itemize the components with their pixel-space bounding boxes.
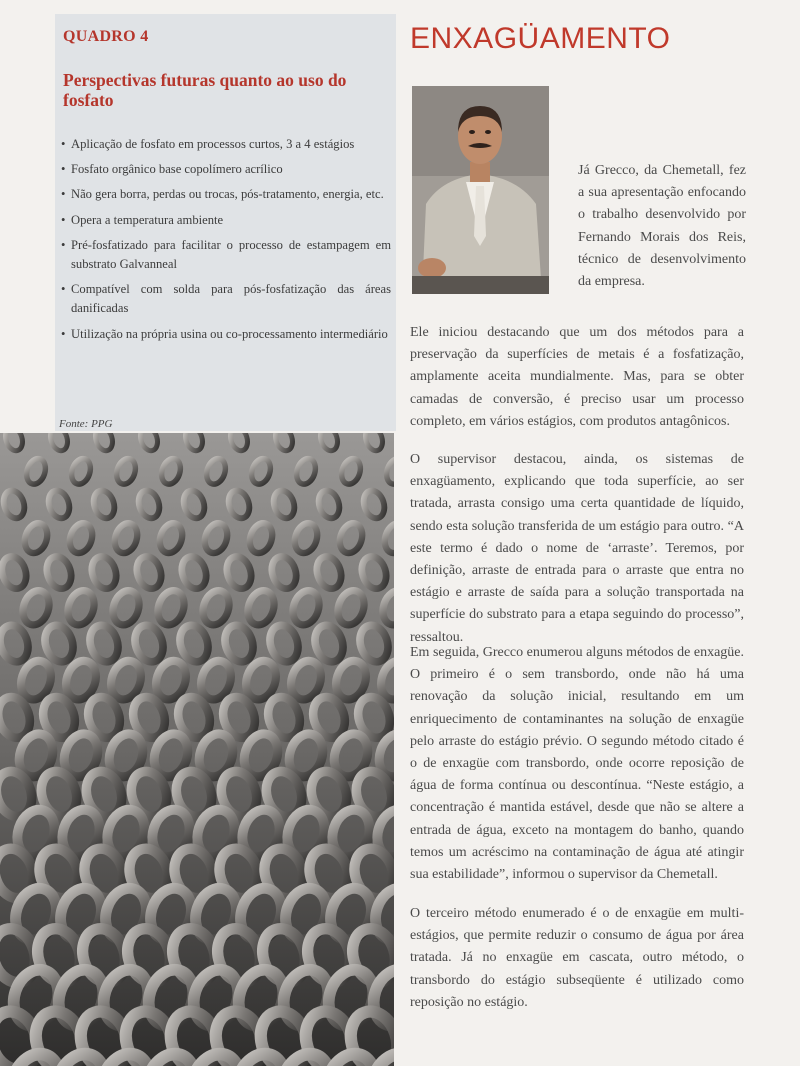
- portrait-illustration: [412, 86, 549, 294]
- bullet-item: • Fosfato orgânico base copolímero acrílico: [61, 160, 391, 179]
- body-paragraph: O terceiro método enumerado é o de enxagüe em multi-estágios, que permite reduzir o consumo de água por área tratada. Já no enxagüe em cascata, outro método, o transbordo do estágio subseqüente é utilizado como reposição no estágio.: [410, 906, 744, 1010]
- right-column: [394, 0, 800, 1066]
- sidebar-box: [55, 14, 396, 431]
- left-column: [0, 0, 394, 1066]
- box-source: Fonte: PPG: [59, 418, 113, 430]
- bullet-item: • Opera a temperatura ambiente: [61, 211, 391, 230]
- chains-photo: [0, 433, 394, 1066]
- bullet-list: [61, 135, 391, 350]
- box-title: Perspectivas futuras quanto ao uso do fosfato: [63, 70, 347, 110]
- bullet-item: • Utilização na própria usina ou co-processamento intermediário: [61, 325, 391, 344]
- bullet-item: • Não gera borra, perdas ou trocas, pós-tratamento, energia, etc.: [61, 185, 391, 204]
- body-paragraph: O supervisor destacou, ainda, os sistemas de enxagüamento, explicando que toda superfície, ao ser tratada, arrasta consigo uma certa quantidade de líquido, sendo esta solução transferida de um estágio para outro. “A este termo é dado o nome de ‘arraste’. Teremos, por definição, arraste de entrada para o arraste que entra no estágio e arraste de saída para a solução transportada na superfície do substrato para a etapa seguindo do processo”, ressaltou.: [410, 452, 744, 645]
- body-paragraph: Em seguida, Grecco enumerou alguns métodos de enxagüe. O primeiro é o sem transbordo, onde não há uma renovação da solução inicial, resultando em um enriquecimento de contaminantes na solução de enxagüe pelo arraste do estágio prévio. O segundo método citado é o de enxagüe com transbordo, onde ocorre reposição de água de forma contínua ou descontínua. “Neste estágio, a concentração é mantida estável, desde que não se altere a entrada de água, exceto na montagem do banho, quando temos um acréscimo na contaminação de água até atingir sua estabilidade”, informou o supervisor da Chemetall.: [410, 645, 744, 883]
- bullet-item: • Compatível com solda para pós-fosfatização das áreas danificadas: [61, 280, 391, 318]
- photo-caption: Já Grecco, da Chemetall, fez a sua apresentação enfocando o trabalho desenvolvido por Fernando Morais dos Reis, técnico de desenvolvimento da empresa.: [578, 163, 746, 290]
- portrait-photo: [412, 86, 549, 294]
- box-label: QUADRO 4: [63, 28, 149, 45]
- body-paragraph: Ele iniciou destacando que um dos métodos para a preservação da superfícies de metais é a fosfatização, amplamente aceita mundialmente. Mas, para se obter camadas de conversão, é preciso usar um processo completo, em vários estágios, com produtos antagônicos.: [410, 325, 744, 429]
- article-headline: ENXAGÜAMENTO: [410, 22, 671, 55]
- bullet-item: • Pré-fosfatizado para facilitar o processo de estampagem em substrato Galvanneal: [61, 236, 391, 274]
- bullet-item: • Aplicação de fosfato em processos curtos, 3 a 4 estágios: [61, 135, 391, 154]
